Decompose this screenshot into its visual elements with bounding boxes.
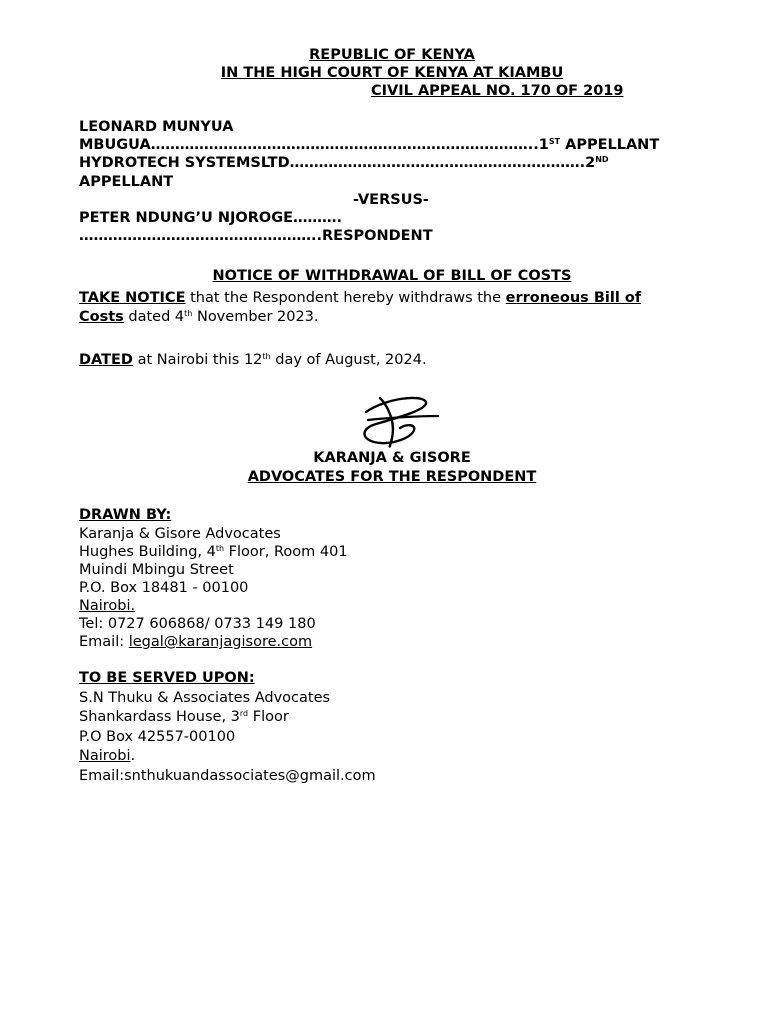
building-text-b: Floor, Room 401 xyxy=(224,544,348,560)
ordinal-superscript: ND xyxy=(595,155,609,164)
first-appellant-line xyxy=(79,136,659,154)
email-link[interactable]: legal@karanjagisore.com xyxy=(128,634,313,650)
republic-heading: REPUBLIC OF KENYA xyxy=(309,47,475,63)
notice-line-2 xyxy=(79,308,319,326)
served-upon-city-line xyxy=(79,747,135,765)
served-upon-house xyxy=(79,708,289,726)
dated-text-2: day of August, 2024. xyxy=(270,352,427,368)
respondent-role: …………………………………………..RESPONDENT xyxy=(79,228,433,244)
drawn-by-label: DRAWN BY: xyxy=(79,507,172,523)
notice-text-3: November 2023. xyxy=(192,309,319,325)
versus-label: -VERSUS- xyxy=(353,192,429,208)
erroneous-bill-label: erroneous Bill of xyxy=(505,290,642,306)
house-superscript: rd xyxy=(239,709,249,718)
email-label: Email: xyxy=(79,634,129,650)
signatory-firm: KARANJA & GISORE xyxy=(313,450,471,466)
drawn-by-firm: Karanja & Gisore Advocates xyxy=(79,526,281,542)
respondent-name: PETER NDUNG’U NJOROGE………. xyxy=(79,210,343,226)
dated-line xyxy=(79,351,427,369)
house-text-b: Floor xyxy=(248,709,289,725)
second-appellant-name: HYDROTECH SYSTEMSLTD…………………………………………………….2 xyxy=(79,155,596,171)
building-text-a: Hughes Building, 4 xyxy=(79,544,216,560)
served-upon-label: TO BE SERVED UPON: xyxy=(79,670,255,686)
costs-label: Costs xyxy=(79,309,124,325)
court-heading: IN THE HIGH COURT OF KENYA AT KIAMBU xyxy=(220,65,564,81)
served-upon-city: Nairobi xyxy=(79,748,131,764)
signature-image xyxy=(356,390,442,450)
first-appellant-role: APPELLANT xyxy=(560,137,660,153)
take-notice-label: TAKE NOTICE xyxy=(79,290,186,306)
second-appellant-line xyxy=(79,154,609,172)
notice-text-2: dated 4 xyxy=(123,309,185,325)
notice-text-1: that the Respondent hereby withdraws the xyxy=(185,290,506,306)
served-upon-box: P.O Box 42557-00100 xyxy=(79,729,236,745)
building-superscript: th xyxy=(215,544,225,553)
drawn-by-email-line xyxy=(79,633,312,651)
second-appellant-role: APPELLANT xyxy=(79,174,174,190)
first-appellant-cont: MBUGUA……………………………………………………………………..1 xyxy=(79,137,549,153)
ordinal-superscript: ST xyxy=(548,137,561,146)
dated-text-1: at Nairobi this 12 xyxy=(132,352,263,368)
drawn-by-street: Muindi Mbingu Street xyxy=(79,562,234,578)
notice-title: NOTICE OF WITHDRAWAL OF BILL OF COSTS xyxy=(212,268,572,284)
drawn-by-tel: Tel: 0727 606868/ 0733 149 180 xyxy=(79,616,316,632)
signatory-role: ADVOCATES FOR THE RESPONDENT xyxy=(247,469,537,485)
drawn-by-building xyxy=(79,543,348,561)
served-upon-email[interactable]: Email:snthukuandassociates@gmail.com xyxy=(79,768,376,784)
date-superscript: th xyxy=(184,309,193,318)
first-appellant-name: LEONARD MUNYUA xyxy=(79,119,234,135)
served-upon-firm: S.N Thuku & Associates Advocates xyxy=(79,690,331,706)
notice-line-1 xyxy=(79,289,641,307)
drawn-by-city: Nairobi. xyxy=(79,598,136,614)
case-number: CIVIL APPEAL NO. 170 OF 2019 xyxy=(371,83,624,99)
house-text-a: Shankardass House, 3 xyxy=(79,709,240,725)
drawn-by-box: P.O. Box 18481 - 00100 xyxy=(79,580,249,596)
served-upon-city-punct: . xyxy=(130,748,136,764)
dated-superscript: th xyxy=(262,352,271,361)
dated-label: DATED xyxy=(79,352,133,368)
